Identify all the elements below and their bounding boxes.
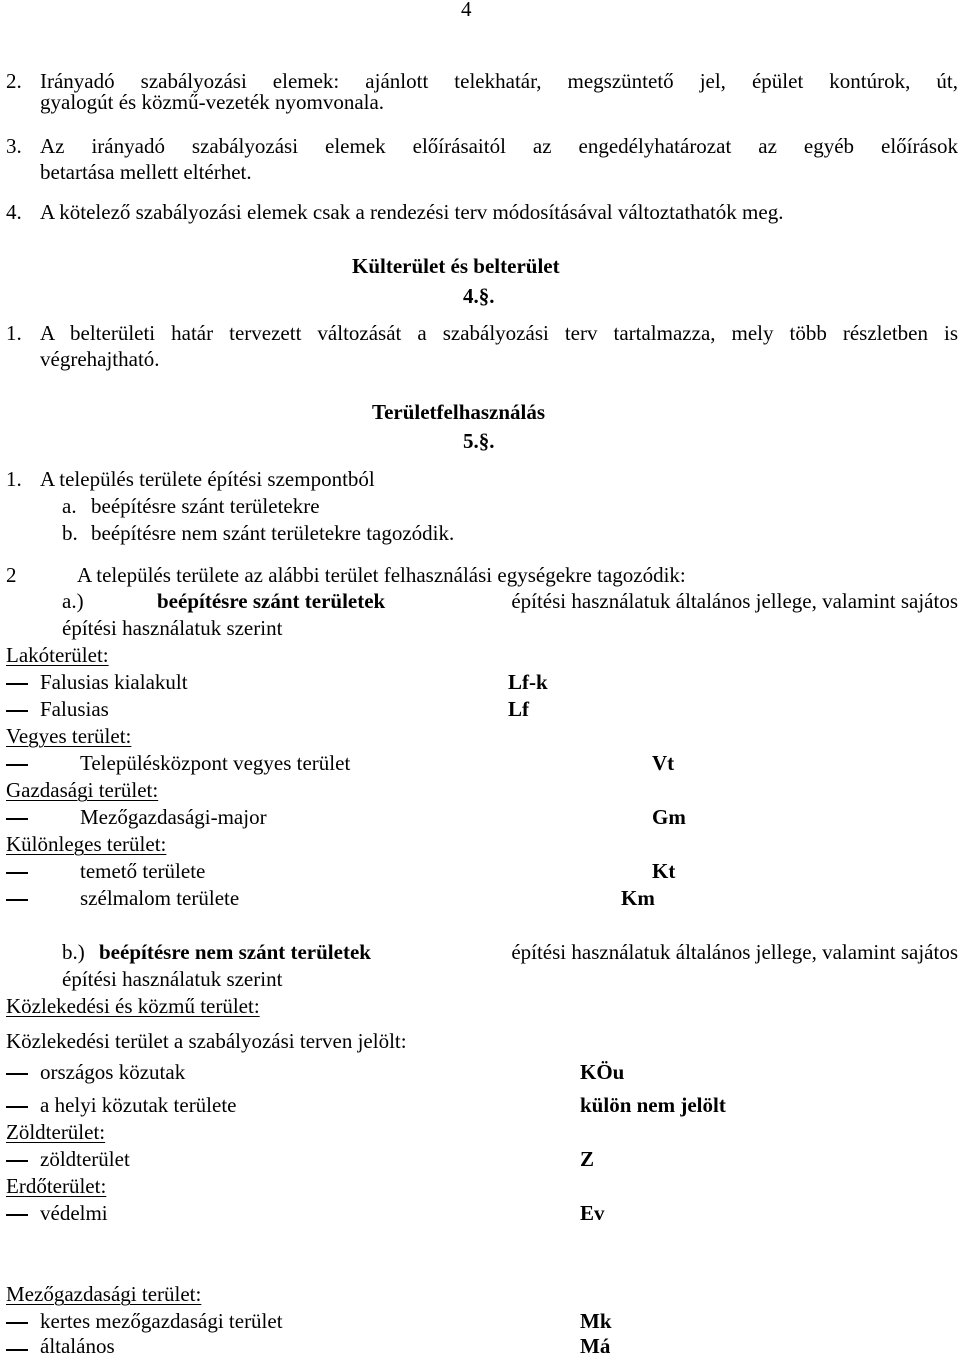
bullet-dash <box>6 1073 28 1075</box>
section-5-sub-a-letter: a. <box>62 494 77 518</box>
row-name: országos közutak <box>40 1060 186 1084</box>
row-name: a helyi közutak területe <box>40 1093 237 1117</box>
row-name: kertes mezőgazdasági terület <box>40 1309 283 1333</box>
item-4-text: A kötelező szabályozási elemek csak a rendezési terv módosításával változtathatók meg. <box>40 200 784 224</box>
row-code: Mk <box>580 1309 612 1333</box>
section-5-sub-b-letter: b. <box>62 521 78 545</box>
row-name: védelmi <box>40 1201 108 1225</box>
part-a-rest-text: építési használatuk általános jellege, valamint sajátos <box>511 589 958 613</box>
heading-vegyes-terulet: Vegyes terület: <box>6 724 132 748</box>
item-4-number: 4. <box>6 200 22 224</box>
kozlekedesi-intro: Közlekedési terület a szabályozási terven jelölt: <box>6 1029 407 1053</box>
item-2-line1: Irányadó szabályozási elemek: ajánlott telekhatár, megszüntető jel, épület kontúrok, út, <box>40 69 958 93</box>
section-4-item-line1: A belterületi határ tervezett változását a szabályozási terv tartalmazza, mely több részletben is <box>40 321 958 345</box>
row-code: Ev <box>580 1201 605 1225</box>
section-5-item-number: 1. <box>6 467 22 491</box>
row-name: zöldterület <box>40 1147 130 1171</box>
section-5-item2-number: 2 <box>6 563 17 587</box>
section-5-item-text: A település területe építési szempontból <box>40 467 375 491</box>
part-b-rest-text: építési használatuk általános jellege, valamint sajátos <box>511 940 958 964</box>
section-5-title: Területfelhasználás <box>372 400 546 424</box>
section-4-paragraph: 4.§. <box>463 284 495 308</box>
item-3-line1: Az irányadó szabályozási elemek előírásaitól az engedélyhatározat az egyéb előírások <box>40 134 958 158</box>
part-a-label: a.) <box>62 589 84 613</box>
row-code: KÖu <box>580 1060 625 1084</box>
part-b-label: b.) <box>62 940 85 964</box>
section-5-paragraph: 5.§. <box>463 429 495 453</box>
row-code: Vt <box>652 751 675 775</box>
row-code: Lf-k <box>508 670 548 694</box>
section-4-item-line2: végrehajtható. <box>40 347 160 371</box>
row-code: Lf <box>508 697 529 721</box>
row-code: Má <box>580 1334 611 1358</box>
item-3-line2: betartása mellett eltérhet. <box>40 160 252 184</box>
section-4-item-number: 1. <box>6 321 22 345</box>
row-name: Településközpont vegyes terület <box>80 751 351 775</box>
bullet-dash <box>6 683 28 685</box>
bullet-dash <box>6 710 28 712</box>
bullet-dash <box>6 818 28 820</box>
bullet-dash <box>6 899 28 901</box>
row-code: Gm <box>652 805 686 829</box>
bullet-dash <box>6 1349 28 1351</box>
page-number: 4 <box>461 0 472 21</box>
heading-lakoterulet: Lakóterület: <box>6 643 109 667</box>
bullet-dash <box>6 1214 28 1216</box>
row-name: általános <box>40 1334 115 1358</box>
row-name: temető területe <box>80 859 206 883</box>
section-5-item2-text: A település területe az alábbi terület felhasználási egységekre tagozódik: <box>77 563 686 587</box>
heading-erdoterulet: Erdőterület: <box>6 1174 107 1198</box>
heading-kozlekedesi-terulet: Közlekedési és közmű terület: <box>6 994 260 1018</box>
heading-kulonleges-terulet: Különleges terület: <box>6 832 167 856</box>
bullet-dash <box>6 1322 28 1324</box>
section-4-title: Külterület és belterület <box>352 254 560 278</box>
heading-zoldterulet: Zöldterület: <box>6 1120 106 1144</box>
bullet-dash <box>6 1106 28 1108</box>
bullet-dash <box>6 872 28 874</box>
part-a-heading-line <box>157 588 958 614</box>
bullet-dash <box>6 1160 28 1162</box>
part-a-bold-text: beépítésre szánt területek <box>157 589 386 613</box>
item-2-number: 2. <box>6 69 22 93</box>
heading-mezogazdasagi-terulet: Mezőgazdasági terület: <box>6 1282 202 1306</box>
item-3-number: 3. <box>6 134 22 158</box>
item-2-line2: gyalogút és közmű-vezeték nyomvonala. <box>40 90 385 114</box>
row-name: szélmalom területe <box>80 886 240 910</box>
heading-gazdasagi-terulet: Gazdasági terület: <box>6 778 159 802</box>
row-code: Kt <box>652 859 676 883</box>
row-name: Falusias <box>40 697 109 721</box>
part-b-heading-line <box>99 939 958 965</box>
row-code: külön nem jelölt <box>580 1093 726 1117</box>
part-b-bold-text: beépítésre nem szánt területek <box>99 940 371 964</box>
section-5-sub-a-text: beépítésre szánt területekre <box>91 494 320 518</box>
row-code: Z <box>580 1147 595 1171</box>
bullet-dash <box>6 764 28 766</box>
row-name: Falusias kialakult <box>40 670 188 694</box>
section-5-sub-b-text: beépítésre nem szánt területekre tagozódik. <box>91 521 455 545</box>
row-code: Km <box>621 886 655 910</box>
part-b-line2: építési használatuk szerint <box>62 967 283 991</box>
row-name: Mezőgazdasági-major <box>80 805 267 829</box>
part-a-line2: építési használatuk szerint <box>62 616 283 640</box>
